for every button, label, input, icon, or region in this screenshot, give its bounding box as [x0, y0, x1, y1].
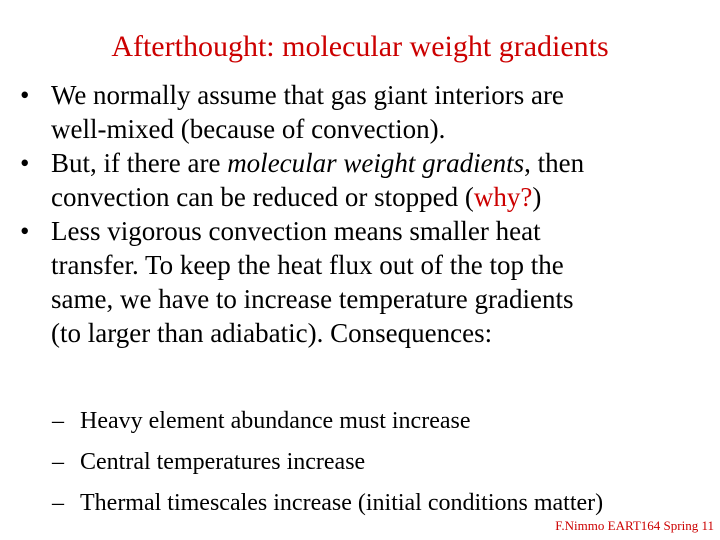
why-question: why? [473, 182, 533, 212]
bullet-1-line-1: We normally assume that gas giant interiors are [51, 80, 564, 110]
subbullet-item-1 [52, 401, 712, 442]
bullet-2-text-c: convection can be reduced or stopped ( [51, 182, 474, 212]
bullet-3-line-1: Less vigorous convection means smaller heat [51, 216, 541, 246]
slide-footer: F.Nimmo EART164 Spring 11 [555, 518, 714, 533]
bullet-2-text-a: But, if there are [51, 148, 228, 178]
bullet-2-line-2 [51, 180, 710, 214]
subbullet-item-2 [52, 442, 712, 483]
bullet-list [20, 78, 710, 350]
subbullet-marker: – [52, 490, 64, 516]
subbullet-marker: – [52, 408, 64, 434]
bullet-item-2 [20, 146, 710, 214]
slide-title: Afterthought: molecular weight gradients [111, 30, 609, 63]
bullet-2-text-d: ) [532, 182, 542, 212]
bullet-item-1 [20, 78, 710, 146]
bullet-2-emphasis: molecular weight gradients [227, 148, 525, 178]
bullet-marker: • [20, 80, 30, 110]
bullet-3-line-3: same, we have to increase temperature gradients [51, 284, 574, 314]
subbullet-list [52, 401, 712, 524]
bullet-marker: • [20, 216, 30, 246]
subbullet-3-text: Thermal timescales increase (initial conditions matter) [80, 490, 604, 516]
bullet-marker: • [20, 148, 30, 178]
bullet-2-text-b: , then [524, 148, 585, 178]
subbullet-marker: – [52, 449, 64, 475]
bullet-item-3 [20, 214, 710, 350]
subbullet-2-text: Central temperatures increase [80, 449, 366, 475]
bullet-3-line-4: (to larger than adiabatic). Consequences: [51, 318, 493, 348]
bullet-1-line-2: well-mixed (because of convection). [51, 114, 446, 144]
subbullet-1-text: Heavy element abundance must increase [80, 408, 471, 434]
bullet-3-line-2: transfer. To keep the heat flux out of the top the [51, 250, 564, 280]
bullet-2-line-1 [51, 146, 710, 180]
